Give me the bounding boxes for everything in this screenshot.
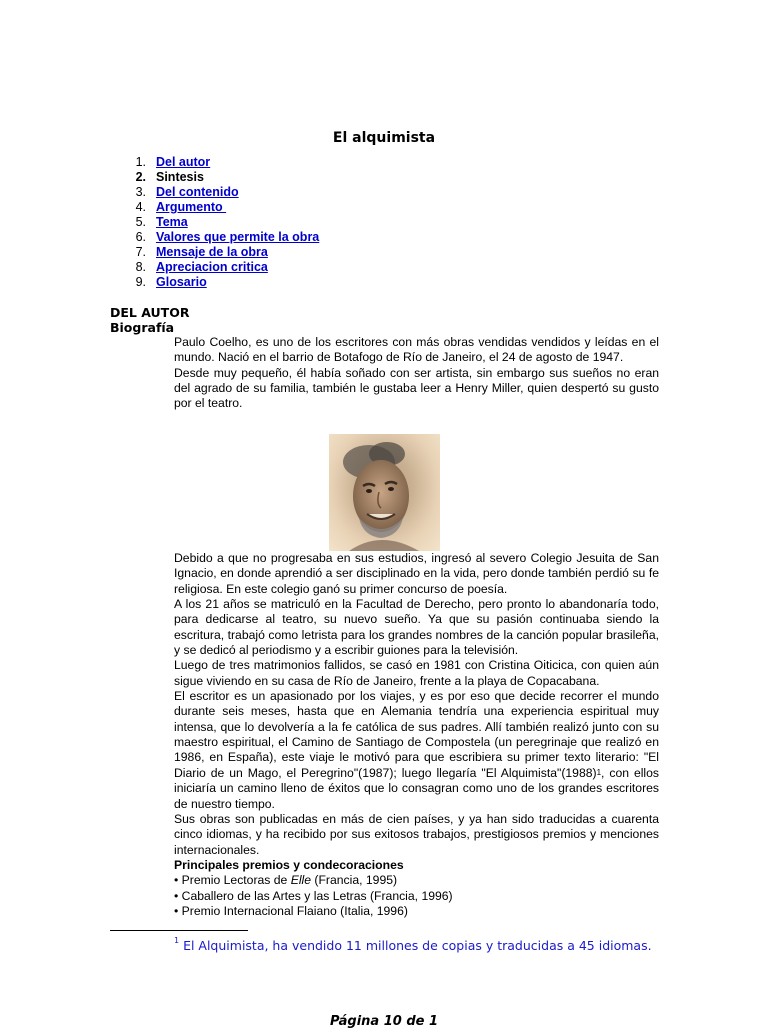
toc-link-argumento[interactable]: Argumento	[156, 200, 227, 214]
toc-number: 6.	[135, 230, 146, 244]
award-item: • Caballero de las Artes y las Letras (Francia, 1996)	[174, 888, 453, 903]
document-title: El alquimista	[332, 130, 436, 146]
award-italic-text: Elle	[290, 873, 312, 888]
awards-heading: Principales premios y condecoraciones	[174, 857, 404, 872]
toc-number: 5.	[135, 215, 146, 229]
toc-link-del-contenido[interactable]: Del contenido	[156, 185, 239, 199]
toc-link-glosario[interactable]: Glosario	[156, 275, 207, 289]
award-text: • Premio Lectoras de	[174, 873, 291, 888]
paragraph	[174, 689, 659, 812]
author-portrait-image	[329, 434, 440, 551]
toc-item[interactable]	[110, 245, 319, 260]
page-number: Página 10 de 1	[329, 1014, 439, 1029]
toc-number: 1.	[135, 155, 146, 169]
toc-link-tema[interactable]: Tema	[156, 215, 188, 229]
paragraph: Debido a que no progresaba en sus estudios, ingresó al severo Colegio Jesuita de San Ignacio, en donde aprendió a ser disciplinado en la vida, pero donde también perdió su fe religiosa. En este colegio ganó su primer concurso de poesía.	[174, 551, 659, 596]
travel-text: El escritor es un apasionado por los viajes, y es por eso que decide recorrer el mundo durante seis meses, hasta que en Alemania tendría una experiencia espiritual muy intensa, que lo devolvería a la fe católica de sus padres. Allí también realizó junto con su maestro espiritual, el Camino de Santiago de Compostela (un peregrinaje que realizó en 1986, en España), este viaje le motivó para que escribiera su primer texto literario: "El Diario de un Mago, el Peregrino"(1987); luego llegaría "El Alquimista"(1988)	[174, 689, 659, 780]
toc-number: 9.	[135, 275, 146, 289]
toc-item-sintesis: Sintesis	[156, 170, 204, 184]
paragraph: Luego de tres matrimonios fallidos, se casó en 1981 con Cristina Oiticica, con quien aún sigue viviendo en su casa de Río de Janeiro, frente a la playa de Copacabana.	[174, 658, 659, 688]
paragraph: A los 21 años se matriculó en la Facultad de Derecho, pero pronto lo abandonaría todo, para dedicarse al teatro, su nuevo sueño. Ya que su pasión continuaba siendo la escritura, trabajó como letrista para los grandes nombres de la canción popular brasileña, y se dedicó al periodismo y a escribir guiones para la televisión.	[174, 597, 659, 658]
paragraph: Desde muy pequeño, él había soñado con ser artista, sin embargo sus sueños no eran del agrado de su familia, también le gustaba leer a Henry Miller, quien despertó su gusto por el teatro.	[174, 365, 659, 411]
toc-item[interactable]	[110, 275, 319, 290]
toc-item[interactable]	[110, 200, 319, 215]
toc-link-del-autor[interactable]: Del autor	[156, 155, 211, 169]
toc-item[interactable]	[110, 230, 319, 245]
toc-number: 2.	[135, 170, 146, 184]
toc-link-apreciacion[interactable]: Apreciacion critica	[156, 260, 268, 274]
toc-number: 8.	[135, 260, 146, 274]
toc-number: 7.	[135, 245, 146, 259]
toc-item[interactable]	[110, 155, 319, 170]
toc-number: 3.	[135, 185, 146, 199]
travel-text-continued: , con ellos iniciaría un camino lleno de éxitos que lo consagran como uno de los grandes escritores de nuestro tiempo.	[174, 765, 660, 811]
award-text: (Francia, 1995)	[311, 873, 398, 888]
award-item	[174, 873, 659, 888]
toc-link-mensaje[interactable]: Mensaje de la obra	[156, 245, 268, 259]
paragraph: Sus obras son publicadas en más de cien países, y ya han sido traducidas a cuarenta cinco idiomas, y ha recibido por sus exitosos trabajos, prestigiosos premios y menciones internacionales.	[174, 811, 659, 857]
toc-number: 4.	[135, 200, 146, 214]
toc-item[interactable]	[110, 215, 319, 230]
footnote-number: 1	[174, 936, 180, 945]
section-heading: DEL AUTOR	[110, 305, 190, 320]
footnote-text: El Alquimista, ha vendido 11 millones de copias y traducidas a 45 idiomas.	[179, 938, 652, 953]
intro-text	[174, 335, 659, 412]
biography-text	[174, 551, 659, 919]
footnote	[174, 934, 659, 957]
footnote-separator	[110, 930, 248, 931]
footnote-reference[interactable]: 1	[596, 767, 602, 777]
toc-link-valores[interactable]: Valores que permite la obra	[156, 230, 320, 244]
portrait-illustration	[329, 434, 440, 551]
toc-item[interactable]	[110, 260, 319, 275]
toc-item[interactable]	[110, 185, 319, 200]
paragraph: Paulo Coelho, es uno de los escritores con más obras vendidas vendidos y leídas en el mundo. Nació en el barrio de Botafogo de Río de Janeiro, el 24 de agosto de 1947.	[174, 335, 659, 365]
table-of-contents	[110, 155, 319, 290]
award-item: • Premio Internacional Flaiano (Italia, 1996)	[174, 903, 408, 918]
toc-item	[110, 170, 319, 185]
subheading-biografia: Biografía	[110, 320, 175, 335]
